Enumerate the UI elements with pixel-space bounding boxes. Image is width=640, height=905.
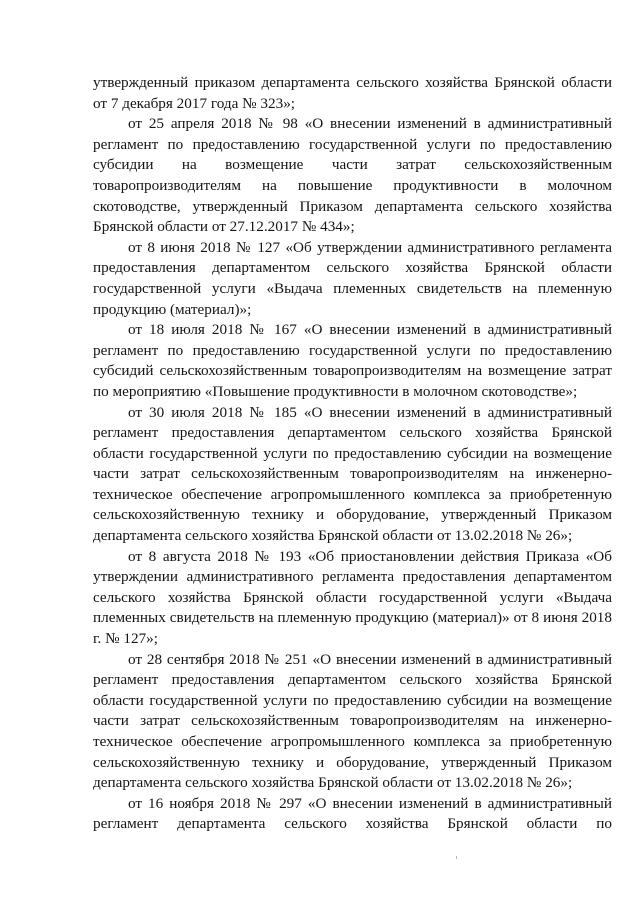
paragraph-order-185: от 30 июля 2018 № 185 «О внесении изменений в административный регламент предоставления департаментом сельского хозяйства Брянской области государственной услуги по предоставлению субсидии на возмещение части затрат сельскохозяйственным товаропроизводителям на инженерно-техническое обеспечение агропромышленного комплекса за приобретенную сельскохозяйственную технику и оборудование, утвержденный Приказом департамента сельского хозяйства Брянской области от 13.02.2018 № 26»; xyxy=(93,403,612,545)
paragraph-order-323-continuation: утвержденный приказом департамента сельского хозяйства Брянской области от 7 декабря 2017 года № 323»; xyxy=(93,74,612,112)
paragraph-order-251: от 28 сентября 2018 № 251 «О внесении изменений в административный регламент предоставления департаментом сельского хозяйства Брянской области государственной услуги по предоставлению субсидии на возмещение части затрат сельскохозяйственным товаропроизводителям на инженерно-техническое обеспечение агропромышленного комплекса за приобретенную сельскохозяйственную технику и оборудование, утвержденный Приказом департамента сельского хозяйства Брянской области от 13.02.2018 № 26»; xyxy=(93,650,612,792)
paragraph-order-193: от 8 августа 2018 № 193 «Об приостановлении действия Приказа «Об утверждении административного регламента предоставления департаментом сельского хозяйства Брянской области государственной услуги «Выдача племенных свидетельств на племенную продукцию (материал)» от 8 июня 2018 г. № 127»; xyxy=(93,547,612,648)
paragraph-order-297: от 16 ноября 2018 № 297 «О внесении изменений в административный регламент департамента сельского хозяйства Брянской области по xyxy=(93,794,612,833)
paragraph-order-98: от 25 апреля 2018 № 98 «О внесении изменений в административный регламент по предоставлению государственной услуги по предоставлению субсидии на возмещение части затрат сельскохозяйственным товаропроизводителям на повышение продуктивности в молочном скотоводстве, утвержденный Приказом департамента сельского хозяйства Брянской области от 27.12.2017 № 434»; xyxy=(93,115,612,236)
document-body xyxy=(93,73,612,835)
paragraph-order-127: от 8 июня 2018 № 127 «Об утверждении административного регламента предоставления департаментом сельского хозяйства Брянской области государственной услуги «Выдача племенных свидетельств на племенную продукцию (материал)»; xyxy=(93,238,612,318)
scan-speck xyxy=(456,856,457,859)
paragraph-order-167: от 18 июля 2018 № 167 «О внесении изменений в административный регламент по предоставлению государственной услуги по предоставлению субсидий сельскохозяйственным товаропроизводителям на возмещение затрат по мероприятию «Повышение продуктивности в молочном скотоводстве»; xyxy=(93,321,612,400)
